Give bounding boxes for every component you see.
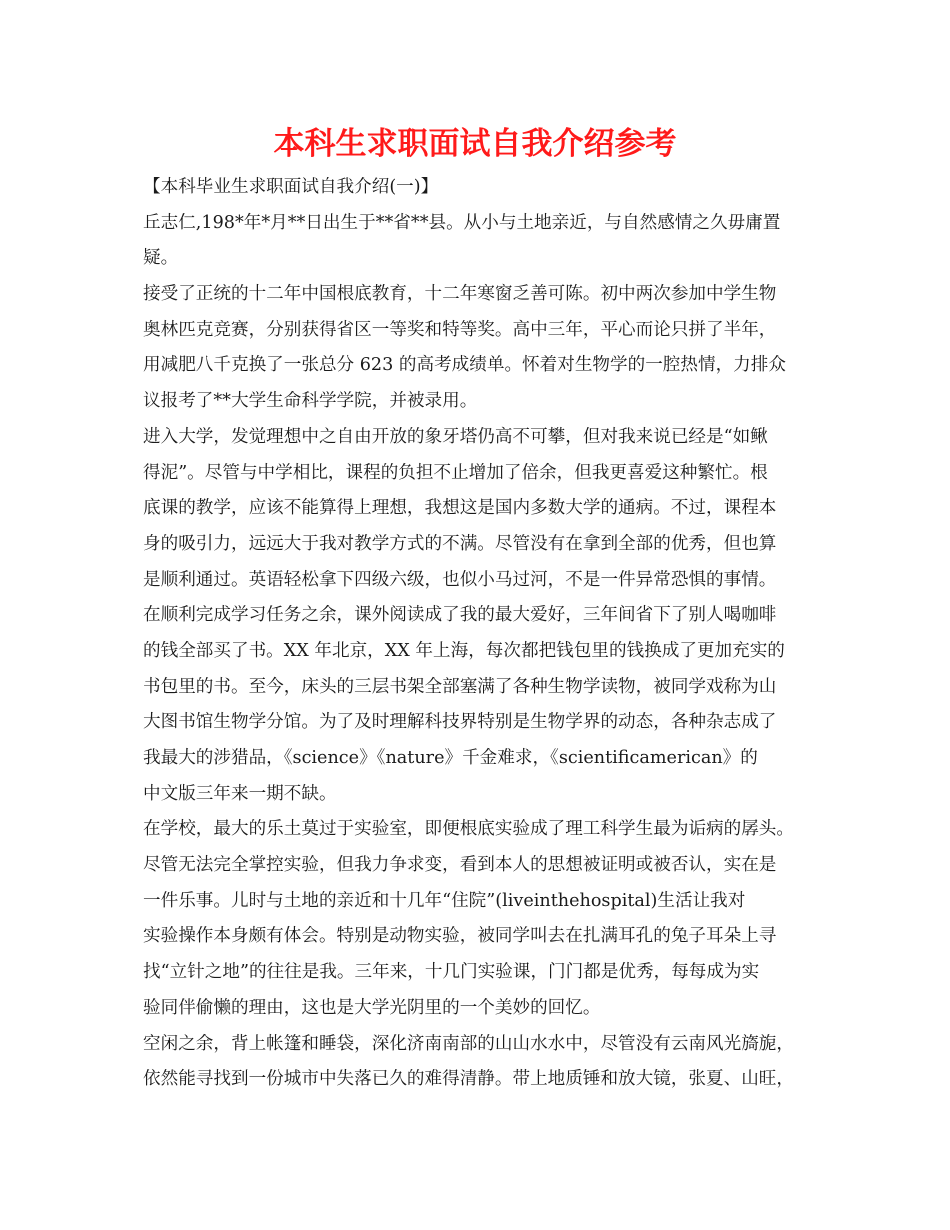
body-line: 丘志仁,198*年*月**日出生于**省**县。从小与土地亲近，与自然感情之久毋庸置: [143, 212, 781, 233]
body-line: 一件乐事。儿时与土地的亲近和十几年“住院”(liveinthehospital)生活让我对: [143, 890, 746, 911]
body-line: 疑。: [143, 248, 179, 269]
body-line: 找“立针之地”的往往是我。三年来，十几门实验课，门门都是优秀，每每成为实: [143, 962, 760, 983]
document-body: [143, 170, 833, 1098]
body-line: 用减肥八千克换了一张总分 623 的高考成绩单。怀着对生物学的一腔热情，力排众: [143, 355, 786, 376]
body-line: 验同伴偷懒的理由，这也是大学光阴里的一个美妙的回忆。: [143, 997, 601, 1018]
body-line: 在顺利完成学习任务之余，课外阅读成了我的最大爱好，三年间省下了别人喝咖啡: [143, 605, 777, 626]
page-title: 本科生求职面试自我介绍参考: [273, 126, 677, 162]
body-line: 我最大的涉猎品，《science》《nature》千金难求，《scientificamerican》的: [143, 748, 758, 768]
body-line: 中文版三年来一期不缺。: [143, 783, 337, 804]
body-line: 底课的教学，应该不能算得上理想，我想这是国内多数大学的通病。不过，课程本: [143, 498, 777, 519]
body-line: 身的吸引力，远远大于我对教学方式的不满。尽管没有在拿到全部的优秀，但也算: [143, 533, 777, 554]
body-line: 是顺利通过。英语轻松拿下四级六级，也似小马过河，不是一件异常恐惧的事情。: [143, 569, 777, 590]
body-line: 大图书馆生物学分馆。为了及时理解科技界特别是生物学界的动态，各种杂志成了: [143, 712, 777, 733]
body-line: 奥林匹克竞赛，分别获得省区一等奖和特等奖。高中三年，平心而论只拼了半年，: [143, 319, 777, 340]
body-line: 在学校，最大的乐土莫过于实验室，即便根底实验成了理工科学生最为诟病的孱头。: [143, 819, 794, 840]
body-line: 尽管无法完全掌控实验，但我力争求变，看到本人的思想被证明或被否认，实在是: [143, 855, 777, 876]
body-line: 依然能寻找到一份城市中失落已久的难得清静。带上地质锤和放大镜，张夏、山旺，: [143, 1069, 794, 1090]
body-line: 书包里的书。至今，床头的三层书架全部塞满了各种生物学读物，被同学戏称为山: [143, 676, 777, 697]
body-line: 得泥”。尽管与中学相比，课程的负担不止增加了倍余，但我更喜爱这种繁忙。根: [143, 462, 768, 483]
body-line: 实验操作本身颇有体会。特别是动物实验，被同学叫去在扎满耳孔的兔子耳朵上寻: [143, 926, 777, 947]
body-line: 接受了正统的十二年中国根底教育，十二年寒窗乏善可陈。初中两次参加中学生物: [143, 284, 777, 305]
body-line: 进入大学，发觉理想中之自由开放的象牙塔仍高不可攀，但对我来说已经是“如鳅: [143, 426, 768, 447]
body-line: 的钱全部买了书。XX 年北京，XX 年上海，每次都把钱包里的钱换成了更加充实的: [143, 640, 785, 661]
body-line: 空闲之余，背上帐篷和睡袋，深化济南南部的山山水水中，尽管没有云南风光旖旎，: [143, 1033, 794, 1054]
section-heading: 【本科毕业生求职面试自我介绍(一)】: [143, 177, 439, 197]
body-line: 议报考了**大学生命科学学院，并被录用。: [143, 391, 478, 412]
